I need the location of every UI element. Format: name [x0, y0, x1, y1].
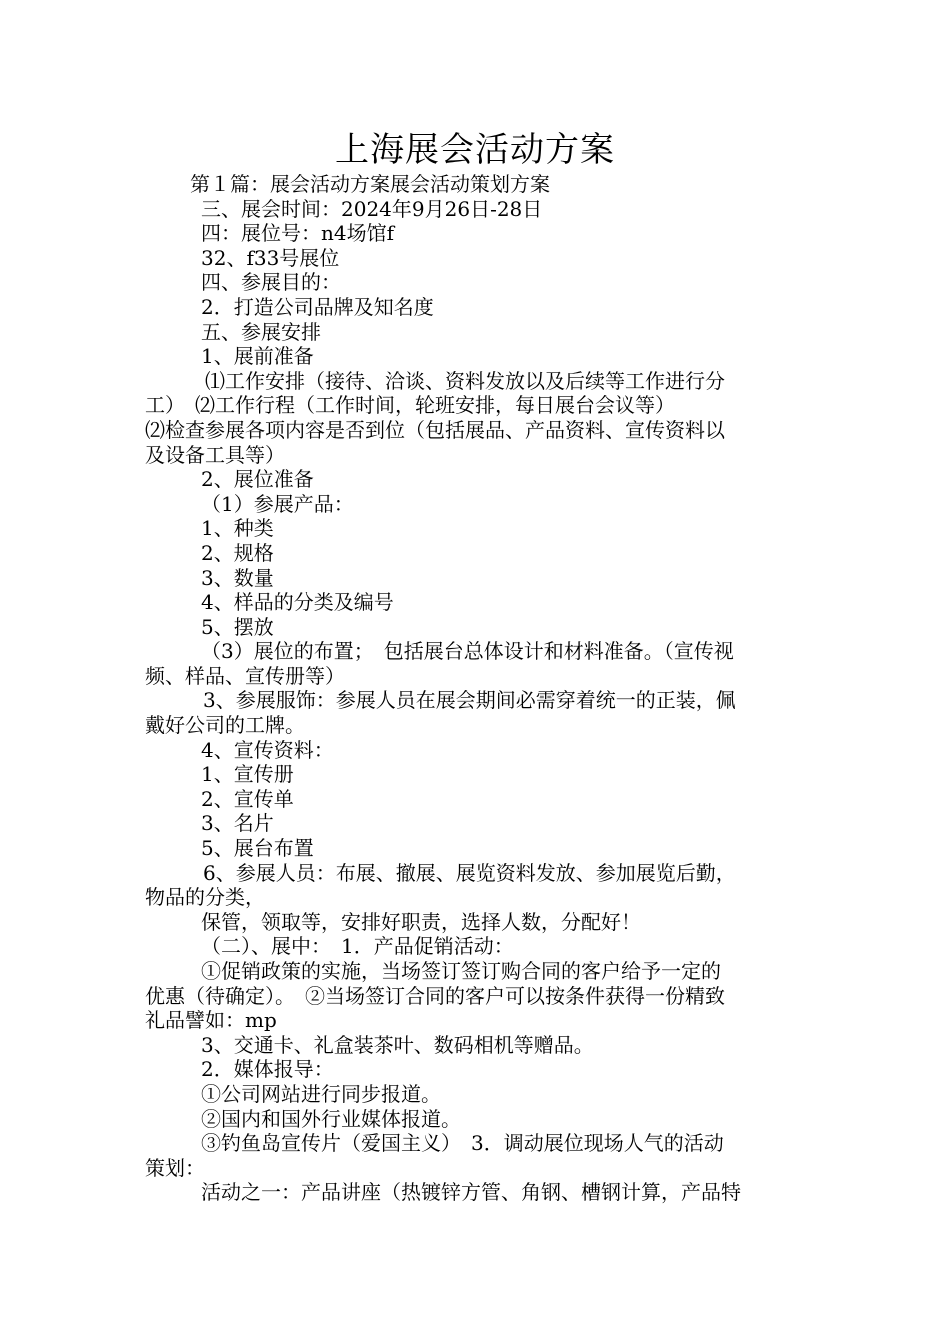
paragraph-line: 礼品譬如：mp	[145, 1008, 277, 1033]
paragraph-line: 2、规格	[201, 540, 274, 565]
paragraph-line: 3、名片	[201, 811, 274, 836]
paragraph-line: 1、宣传册	[201, 762, 294, 787]
paragraph-line: 2．打造公司品牌及知名度	[201, 294, 434, 319]
paragraph-line: 3、数量	[201, 565, 274, 590]
paragraph-line: ③钓鱼岛宣传片（爱国主义） 3．调动展位现场人气的活动	[201, 1131, 724, 1156]
paragraph-line: ⑴工作安排（接待、洽谈、资料发放以及后续等工作进行分	[205, 368, 725, 393]
paragraph-line: ①公司网站进行同步报道。	[201, 1081, 441, 1106]
paragraph-line: 1、展前准备	[201, 344, 314, 369]
paragraph-line: （二）、展中： 1．产品促销活动：	[201, 934, 514, 959]
paragraph-line: 5、摆放	[201, 614, 274, 639]
paragraph-line: 策划：	[145, 1155, 205, 1180]
paragraph-line: （3）展位的布置； 包括展台总体设计和材料准备。（宣传视	[201, 639, 734, 664]
paragraph-line: 戴好公司的工牌。	[145, 713, 305, 738]
paragraph-line: ②国内和国外行业媒体报道。	[201, 1106, 461, 1131]
paragraph-line: 6、参展人员：布展、撤展、展览资料发放、参加展览后勤，	[203, 860, 736, 885]
paragraph-line: 4、样品的分类及编号	[201, 590, 394, 615]
paragraph-line: 四：展位号：n4场馆f	[201, 221, 395, 246]
paragraph-line: 4、宣传资料：	[201, 737, 334, 762]
paragraph-line: 3、交通卡、礼盒装茶叶、数码相机等赠品。	[201, 1032, 594, 1057]
paragraph-line: ①促销政策的实施，当场签订签订购合同的客户给予一定的	[201, 959, 721, 983]
document-body	[145, 172, 813, 1205]
paragraph-line: 活动之一：产品讲座（热镀锌方管、角钢、槽钢计算，产品特	[201, 1180, 741, 1205]
paragraph-line: 三、展会时间：2024年9月26日-28日	[201, 196, 543, 221]
paragraph-line: 五、参展安排	[201, 319, 321, 344]
paragraph-line: 四、参展目的：	[201, 270, 341, 295]
paragraph-line: 保管，领取等，安排好职责，选择人数，分配好！	[201, 909, 641, 934]
paragraph-line: 1、种类	[201, 516, 274, 541]
paragraph-line: 及设备工具等）	[145, 442, 285, 467]
paragraph-line: 物品的分类，	[145, 885, 265, 910]
paragraph-line: 32、f33号展位	[201, 245, 340, 270]
paragraph-line: 第１篇：展会活动方案展会活动策划方案	[190, 172, 550, 196]
paragraph-line: 优惠（待确定）。 ②当场签订合同的客户可以按条件获得一份精致	[145, 983, 725, 1008]
paragraph-line: 5、展台布置	[201, 836, 314, 861]
paragraph-line: 2．媒体报导：	[201, 1057, 334, 1082]
document-title: 上海展会活动方案	[335, 130, 615, 170]
paragraph-line: （1）参展产品：	[201, 491, 354, 516]
paragraph-line: 2、宣传单	[201, 786, 294, 811]
paragraph-line: ⑵检查参展各项内容是否到位（包括展品、产品资料、宣传资料以	[145, 417, 725, 442]
paragraph-line: 工） ⑵工作行程（工作时间，轮班安排，每日展台会议等）	[145, 393, 675, 418]
paragraph-line: 频、样品、宣传册等）	[145, 663, 345, 688]
paragraph-line: 3、参展服饰：参展人员在展会期间必需穿着统一的正装，佩	[203, 688, 736, 713]
paragraph-line: 2、展位准备	[201, 467, 314, 492]
